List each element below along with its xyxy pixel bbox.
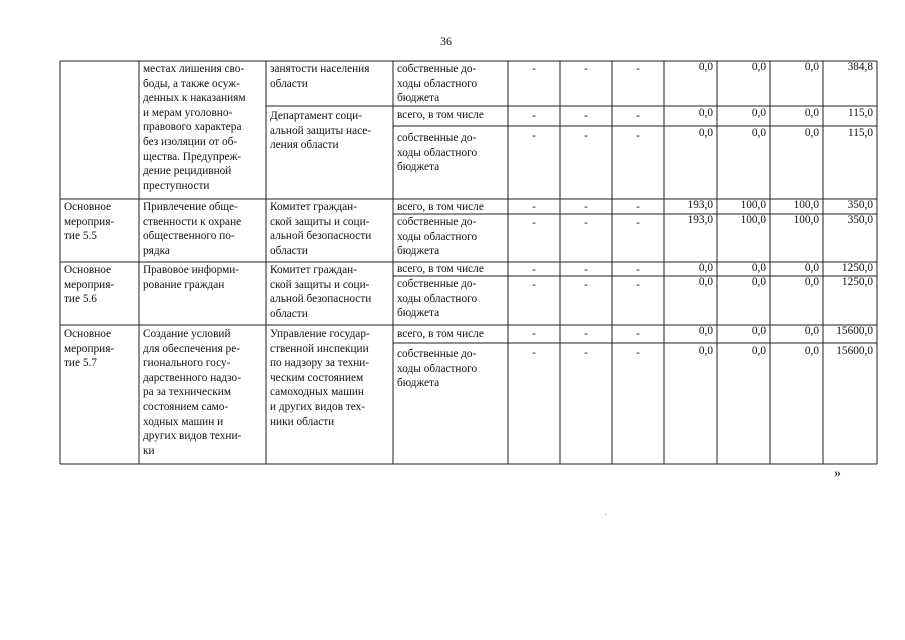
value-cell: 193,0 <box>687 199 713 211</box>
executor-cell: Департамент соци- альной защиты насе- ления области <box>270 110 372 152</box>
value-cell: 0,0 <box>804 127 819 139</box>
value-cell: 0,0 <box>698 345 713 357</box>
source-cell: всего, в том числе <box>397 328 484 340</box>
value-cell: 0,0 <box>698 107 713 119</box>
value-cell: - <box>532 130 536 142</box>
value-cell: - <box>532 347 536 359</box>
value-cell: 100,0 <box>793 214 819 226</box>
description-cell: Правовое информи- рование граждан <box>143 264 240 291</box>
value-cell: - <box>584 347 588 359</box>
value-cell: 0,0 <box>804 107 819 119</box>
value-cell: - <box>532 110 536 122</box>
source-cell: собственные до- ходы областного бюджета <box>397 348 478 390</box>
value-cell: 0,0 <box>804 276 819 288</box>
source-cell: собственные до- ходы областного бюджета <box>397 278 478 320</box>
value-cell: 0,0 <box>804 61 819 73</box>
value-cell: 0,0 <box>804 325 819 337</box>
value-cell: 0,0 <box>751 276 766 288</box>
value-cell: - <box>584 201 588 213</box>
value-cell: - <box>636 201 640 213</box>
value-cell: 1250,0 <box>841 276 873 288</box>
value-cell: 0,0 <box>751 262 766 274</box>
value-cell: 0,0 <box>698 325 713 337</box>
description-cell: Привлечение обще- ственности к охране общественного по- рядка <box>143 201 242 257</box>
source-cell: собственные до- ходы областного бюджета <box>397 216 478 258</box>
value-cell: 0,0 <box>698 276 713 288</box>
value-cell: - <box>584 328 588 340</box>
value-cell: 0,0 <box>751 325 766 337</box>
value-cell: - <box>584 279 588 291</box>
value-cell: 0,0 <box>804 345 819 357</box>
value-cell: - <box>636 279 640 291</box>
value-cell: 0,0 <box>751 345 766 357</box>
value-cell: - <box>636 110 640 122</box>
description-cell: местах лишения сво- боды, а также осуж- денных к наказаниям и мерам уголовно- правового характера без изоляции от об- щества. Предупреж- дение рецидивной преступности <box>143 63 246 192</box>
value-cell: - <box>584 217 588 229</box>
value-cell: - <box>532 217 536 229</box>
value-cell: 0,0 <box>698 127 713 139</box>
value-cell: 350,0 <box>847 199 873 211</box>
value-cell: - <box>532 264 536 276</box>
scan-speck <box>605 514 606 515</box>
value-cell: 0,0 <box>698 262 713 274</box>
measure-cell: Основное мероприя- тие 5.6 <box>64 264 115 306</box>
measure-cell: Основное мероприя- тие 5.5 <box>64 201 115 243</box>
value-cell: - <box>584 264 588 276</box>
value-cell: 0,0 <box>804 262 819 274</box>
value-cell: 115,0 <box>848 127 873 139</box>
value-cell: - <box>532 328 536 340</box>
value-cell: - <box>636 217 640 229</box>
value-cell: - <box>636 328 640 340</box>
value-cell: - <box>636 347 640 359</box>
executor-cell: Комитет граждан- ской защиты и соци- альной безопасности области <box>270 264 372 320</box>
value-cell: - <box>532 63 536 75</box>
value-cell: - <box>584 63 588 75</box>
value-cell: - <box>532 279 536 291</box>
value-cell: 0,0 <box>751 61 766 73</box>
measure-cell: Основное мероприя- тие 5.7 <box>64 328 115 370</box>
value-cell: 15600,0 <box>836 325 873 337</box>
description-cell: Создание условий для обеспечения ре- гионального госу- дарственного надзо- ра за техническим состоянием само- ходных машин и других видов техни- ки <box>143 328 242 457</box>
source-cell: собственные до- ходы областного бюджета <box>397 63 478 105</box>
value-cell: - <box>532 201 536 213</box>
value-cell: 100,0 <box>740 199 766 211</box>
value-cell: 15600,0 <box>836 345 873 357</box>
value-cell: - <box>584 110 588 122</box>
value-cell: 0,0 <box>751 127 766 139</box>
value-cell: 100,0 <box>793 199 819 211</box>
value-cell: - <box>636 264 640 276</box>
value-cell: 100,0 <box>740 214 766 226</box>
value-cell: 193,0 <box>687 214 713 226</box>
page-number: 36 <box>440 34 452 48</box>
source-cell: всего, в том числе <box>397 263 484 275</box>
source-cell: собственные до- ходы областного бюджета <box>397 132 478 174</box>
value-cell: 384,8 <box>847 61 873 73</box>
value-cell: - <box>584 130 588 142</box>
value-cell: 115,0 <box>848 107 873 119</box>
closing-quote-mark: » <box>834 466 841 481</box>
source-cell: всего, в том числе <box>397 109 484 121</box>
value-cell: 1250,0 <box>841 262 873 274</box>
executor-cell: Управление государ- ственной инспекции по надзору за техни- ческим состоянием самоходных машин и других видов тех- ники области <box>270 328 370 428</box>
executor-cell: Комитет граждан- ской защиты и соци- альной безопасности области <box>270 201 372 257</box>
value-cell: 0,0 <box>698 61 713 73</box>
value-cell: - <box>636 130 640 142</box>
value-cell: 0,0 <box>751 107 766 119</box>
value-cell: - <box>636 63 640 75</box>
executor-cell: занятости населения области <box>270 63 370 90</box>
value-cell: 350,0 <box>847 214 873 226</box>
source-cell: всего, в том числе <box>397 201 484 213</box>
